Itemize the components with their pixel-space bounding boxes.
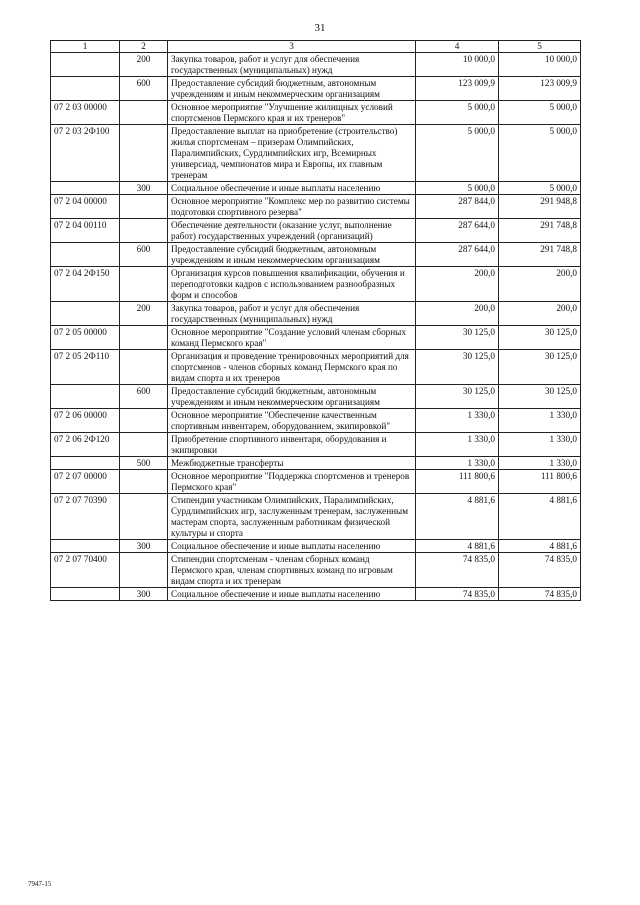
column-number: 3: [168, 41, 416, 53]
row-name-cell: Предоставление выплат на приобретение (строительство) жилья спортсменам – призерам Олимпийских, Паралимпийских, Сурдлимпийских игр, Всемирных универсиад, чемпионатов мира и Европы, их главным тренерам: [168, 125, 416, 182]
table-row: [51, 385, 581, 409]
table-row: [51, 433, 581, 457]
table-row: [51, 457, 581, 470]
table-row: [51, 540, 581, 553]
row-code-cell: [51, 302, 120, 326]
row-code-cell: [51, 540, 120, 553]
budget-table: [50, 40, 581, 601]
amount-year1-cell: 4 881,6: [416, 494, 499, 540]
row-code-cell: [51, 182, 120, 195]
row-name-cell: Закупка товаров, работ и услуг для обеспечения государственных (муниципальных) нужд: [168, 302, 416, 326]
row-code-cell: 07 2 07 70390: [51, 494, 120, 540]
amount-year1-cell: 5 000,0: [416, 101, 499, 125]
row-name-cell: Приобретение спортивного инвентаря, оборудования и экипировки: [168, 433, 416, 457]
amount-year2-cell: 5 000,0: [499, 101, 581, 125]
amount-year2-cell: 1 330,0: [499, 433, 581, 457]
row-name-cell: Основное мероприятие "Улучшение жилищных условий спортсменов Пермского края и их тренеров": [168, 101, 416, 125]
row-code-cell: 07 2 03 00000: [51, 101, 120, 125]
expense-type-cell: [120, 267, 168, 302]
row-code-cell: [51, 243, 120, 267]
table-row: [51, 302, 581, 326]
table-row: [51, 326, 581, 350]
row-name-cell: Стипендии участникам Олимпийских, Паралимпийских, Сурдлимпийских игр, заслуженным тренерам, заслуженным мастерам спорта, заслуженным работникам физической культуры и спорта: [168, 494, 416, 540]
amount-year2-cell: 10 000,0: [499, 53, 581, 77]
row-code-cell: [51, 457, 120, 470]
amount-year1-cell: 287 644,0: [416, 243, 499, 267]
column-number-row: [51, 41, 581, 53]
row-name-cell: Социальное обеспечение и иные выплаты населению: [168, 182, 416, 195]
table-row: [51, 243, 581, 267]
row-name-cell: Основное мероприятие "Комплекс мер по развитию системы подготовки спортивного резерва": [168, 195, 416, 219]
row-code-cell: 07 2 05 00000: [51, 326, 120, 350]
expense-type-cell: 600: [120, 243, 168, 267]
table-row: [51, 494, 581, 540]
amount-year2-cell: 30 125,0: [499, 326, 581, 350]
row-code-cell: 07 2 04 2Ф150: [51, 267, 120, 302]
row-code-cell: 07 2 05 2Ф110: [51, 350, 120, 385]
row-name-cell: Предоставление субсидий бюджетным, автономным учреждениям и иным некоммерческим организациям: [168, 385, 416, 409]
row-code-cell: 07 2 03 2Ф100: [51, 125, 120, 182]
amount-year2-cell: 4 881,6: [499, 494, 581, 540]
table-row: [51, 101, 581, 125]
expense-type-cell: 300: [120, 588, 168, 601]
amount-year2-cell: 291 948,8: [499, 195, 581, 219]
row-name-cell: Обеспечение деятельности (оказание услуг, выполнение работ) государственных учреждений (организаций): [168, 219, 416, 243]
amount-year1-cell: 287 644,0: [416, 219, 499, 243]
expense-type-cell: [120, 494, 168, 540]
expense-type-cell: 300: [120, 540, 168, 553]
amount-year2-cell: 74 835,0: [499, 588, 581, 601]
row-name-cell: Межбюджетные трансферты: [168, 457, 416, 470]
row-code-cell: 07 2 06 00000: [51, 409, 120, 433]
amount-year1-cell: 74 835,0: [416, 588, 499, 601]
table-row: [51, 125, 581, 182]
amount-year1-cell: 30 125,0: [416, 385, 499, 409]
expense-type-cell: 600: [120, 385, 168, 409]
row-name-cell: Социальное обеспечение и иные выплаты населению: [168, 540, 416, 553]
table-row: [51, 267, 581, 302]
amount-year2-cell: 111 800,6: [499, 470, 581, 494]
expense-type-cell: [120, 195, 168, 219]
expense-type-cell: [120, 326, 168, 350]
row-name-cell: Стипендии спортсменам - членам сборных команд Пермского края, членам спортивных команд по игровым видам спорта и их тренерам: [168, 553, 416, 588]
row-code-cell: [51, 588, 120, 601]
amount-year1-cell: 123 009,9: [416, 77, 499, 101]
amount-year2-cell: 200,0: [499, 267, 581, 302]
expense-type-cell: 200: [120, 302, 168, 326]
amount-year1-cell: 30 125,0: [416, 350, 499, 385]
amount-year1-cell: 111 800,6: [416, 470, 499, 494]
table-row: [51, 77, 581, 101]
row-name-cell: Организация и проведение тренировочных мероприятий для спортсменов - членов сборных команд Пермского края по видам спорта и их тренеров: [168, 350, 416, 385]
expense-type-cell: 300: [120, 182, 168, 195]
footer-code: 7947-15: [28, 880, 52, 888]
column-number: 2: [120, 41, 168, 53]
expense-type-cell: [120, 553, 168, 588]
row-code-cell: 07 2 04 00000: [51, 195, 120, 219]
amount-year2-cell: 74 835,0: [499, 553, 581, 588]
column-number: 1: [51, 41, 120, 53]
amount-year1-cell: 30 125,0: [416, 326, 499, 350]
table-row: [51, 53, 581, 77]
expense-type-cell: [120, 219, 168, 243]
amount-year2-cell: 5 000,0: [499, 125, 581, 182]
amount-year2-cell: 1 330,0: [499, 457, 581, 470]
amount-year2-cell: 123 009,9: [499, 77, 581, 101]
table-row: [51, 553, 581, 588]
row-name-cell: Организация курсов повышения квалификации, обучения и переподготовки кадров с использованием разнообразных форм и способов: [168, 267, 416, 302]
row-code-cell: [51, 53, 120, 77]
row-name-cell: Закупка товаров, работ и услуг для обеспечения государственных (муниципальных) нужд: [168, 53, 416, 77]
amount-year1-cell: 5 000,0: [416, 125, 499, 182]
amount-year2-cell: 5 000,0: [499, 182, 581, 195]
table-row: [51, 470, 581, 494]
row-code-cell: 07 2 04 00110: [51, 219, 120, 243]
table-row: [51, 409, 581, 433]
expense-type-cell: [120, 350, 168, 385]
expense-type-cell: [120, 433, 168, 457]
table-row: [51, 219, 581, 243]
row-name-cell: Социальное обеспечение и иные выплаты населению: [168, 588, 416, 601]
amount-year2-cell: 30 125,0: [499, 385, 581, 409]
column-number: 4: [416, 41, 499, 53]
expense-type-cell: [120, 125, 168, 182]
amount-year2-cell: 1 330,0: [499, 409, 581, 433]
expense-type-cell: [120, 101, 168, 125]
amount-year1-cell: 200,0: [416, 302, 499, 326]
row-code-cell: [51, 385, 120, 409]
column-number: 5: [499, 41, 581, 53]
amount-year1-cell: 1 330,0: [416, 433, 499, 457]
expense-type-cell: 600: [120, 77, 168, 101]
amount-year1-cell: 10 000,0: [416, 53, 499, 77]
expense-type-cell: 500: [120, 457, 168, 470]
amount-year1-cell: 200,0: [416, 267, 499, 302]
amount-year2-cell: 30 125,0: [499, 350, 581, 385]
expense-type-cell: [120, 409, 168, 433]
row-name-cell: Основное мероприятие "Обеспечение качественным спортивным инвентарем, оборудованием, экипировкой": [168, 409, 416, 433]
expense-type-cell: [120, 470, 168, 494]
row-code-cell: 07 2 06 2Ф120: [51, 433, 120, 457]
expense-type-cell: 200: [120, 53, 168, 77]
amount-year1-cell: 1 330,0: [416, 457, 499, 470]
amount-year2-cell: 4 881,6: [499, 540, 581, 553]
page-number: 31: [314, 22, 326, 34]
table-row: [51, 182, 581, 195]
row-name-cell: Основное мероприятие "Поддержка спортсменов и тренеров Пермского края": [168, 470, 416, 494]
amount-year1-cell: 74 835,0: [416, 553, 499, 588]
amount-year1-cell: 287 844,0: [416, 195, 499, 219]
table-row: [51, 588, 581, 601]
amount-year1-cell: 4 881,6: [416, 540, 499, 553]
amount-year2-cell: 291 748,8: [499, 219, 581, 243]
row-name-cell: Предоставление субсидий бюджетным, автономным учреждениям и иным некоммерческим организациям: [168, 77, 416, 101]
row-name-cell: Предоставление субсидий бюджетным, автономным учреждениям и иным некоммерческим организациям: [168, 243, 416, 267]
table-row: [51, 195, 581, 219]
row-code-cell: 07 2 07 70400: [51, 553, 120, 588]
row-name-cell: Основное мероприятие "Создание условий членам сборных команд Пермского края": [168, 326, 416, 350]
amount-year2-cell: 291 748,8: [499, 243, 581, 267]
amount-year1-cell: 5 000,0: [416, 182, 499, 195]
amount-year1-cell: 1 330,0: [416, 409, 499, 433]
amount-year2-cell: 200,0: [499, 302, 581, 326]
table-row: [51, 350, 581, 385]
row-code-cell: [51, 77, 120, 101]
row-code-cell: 07 2 07 00000: [51, 470, 120, 494]
